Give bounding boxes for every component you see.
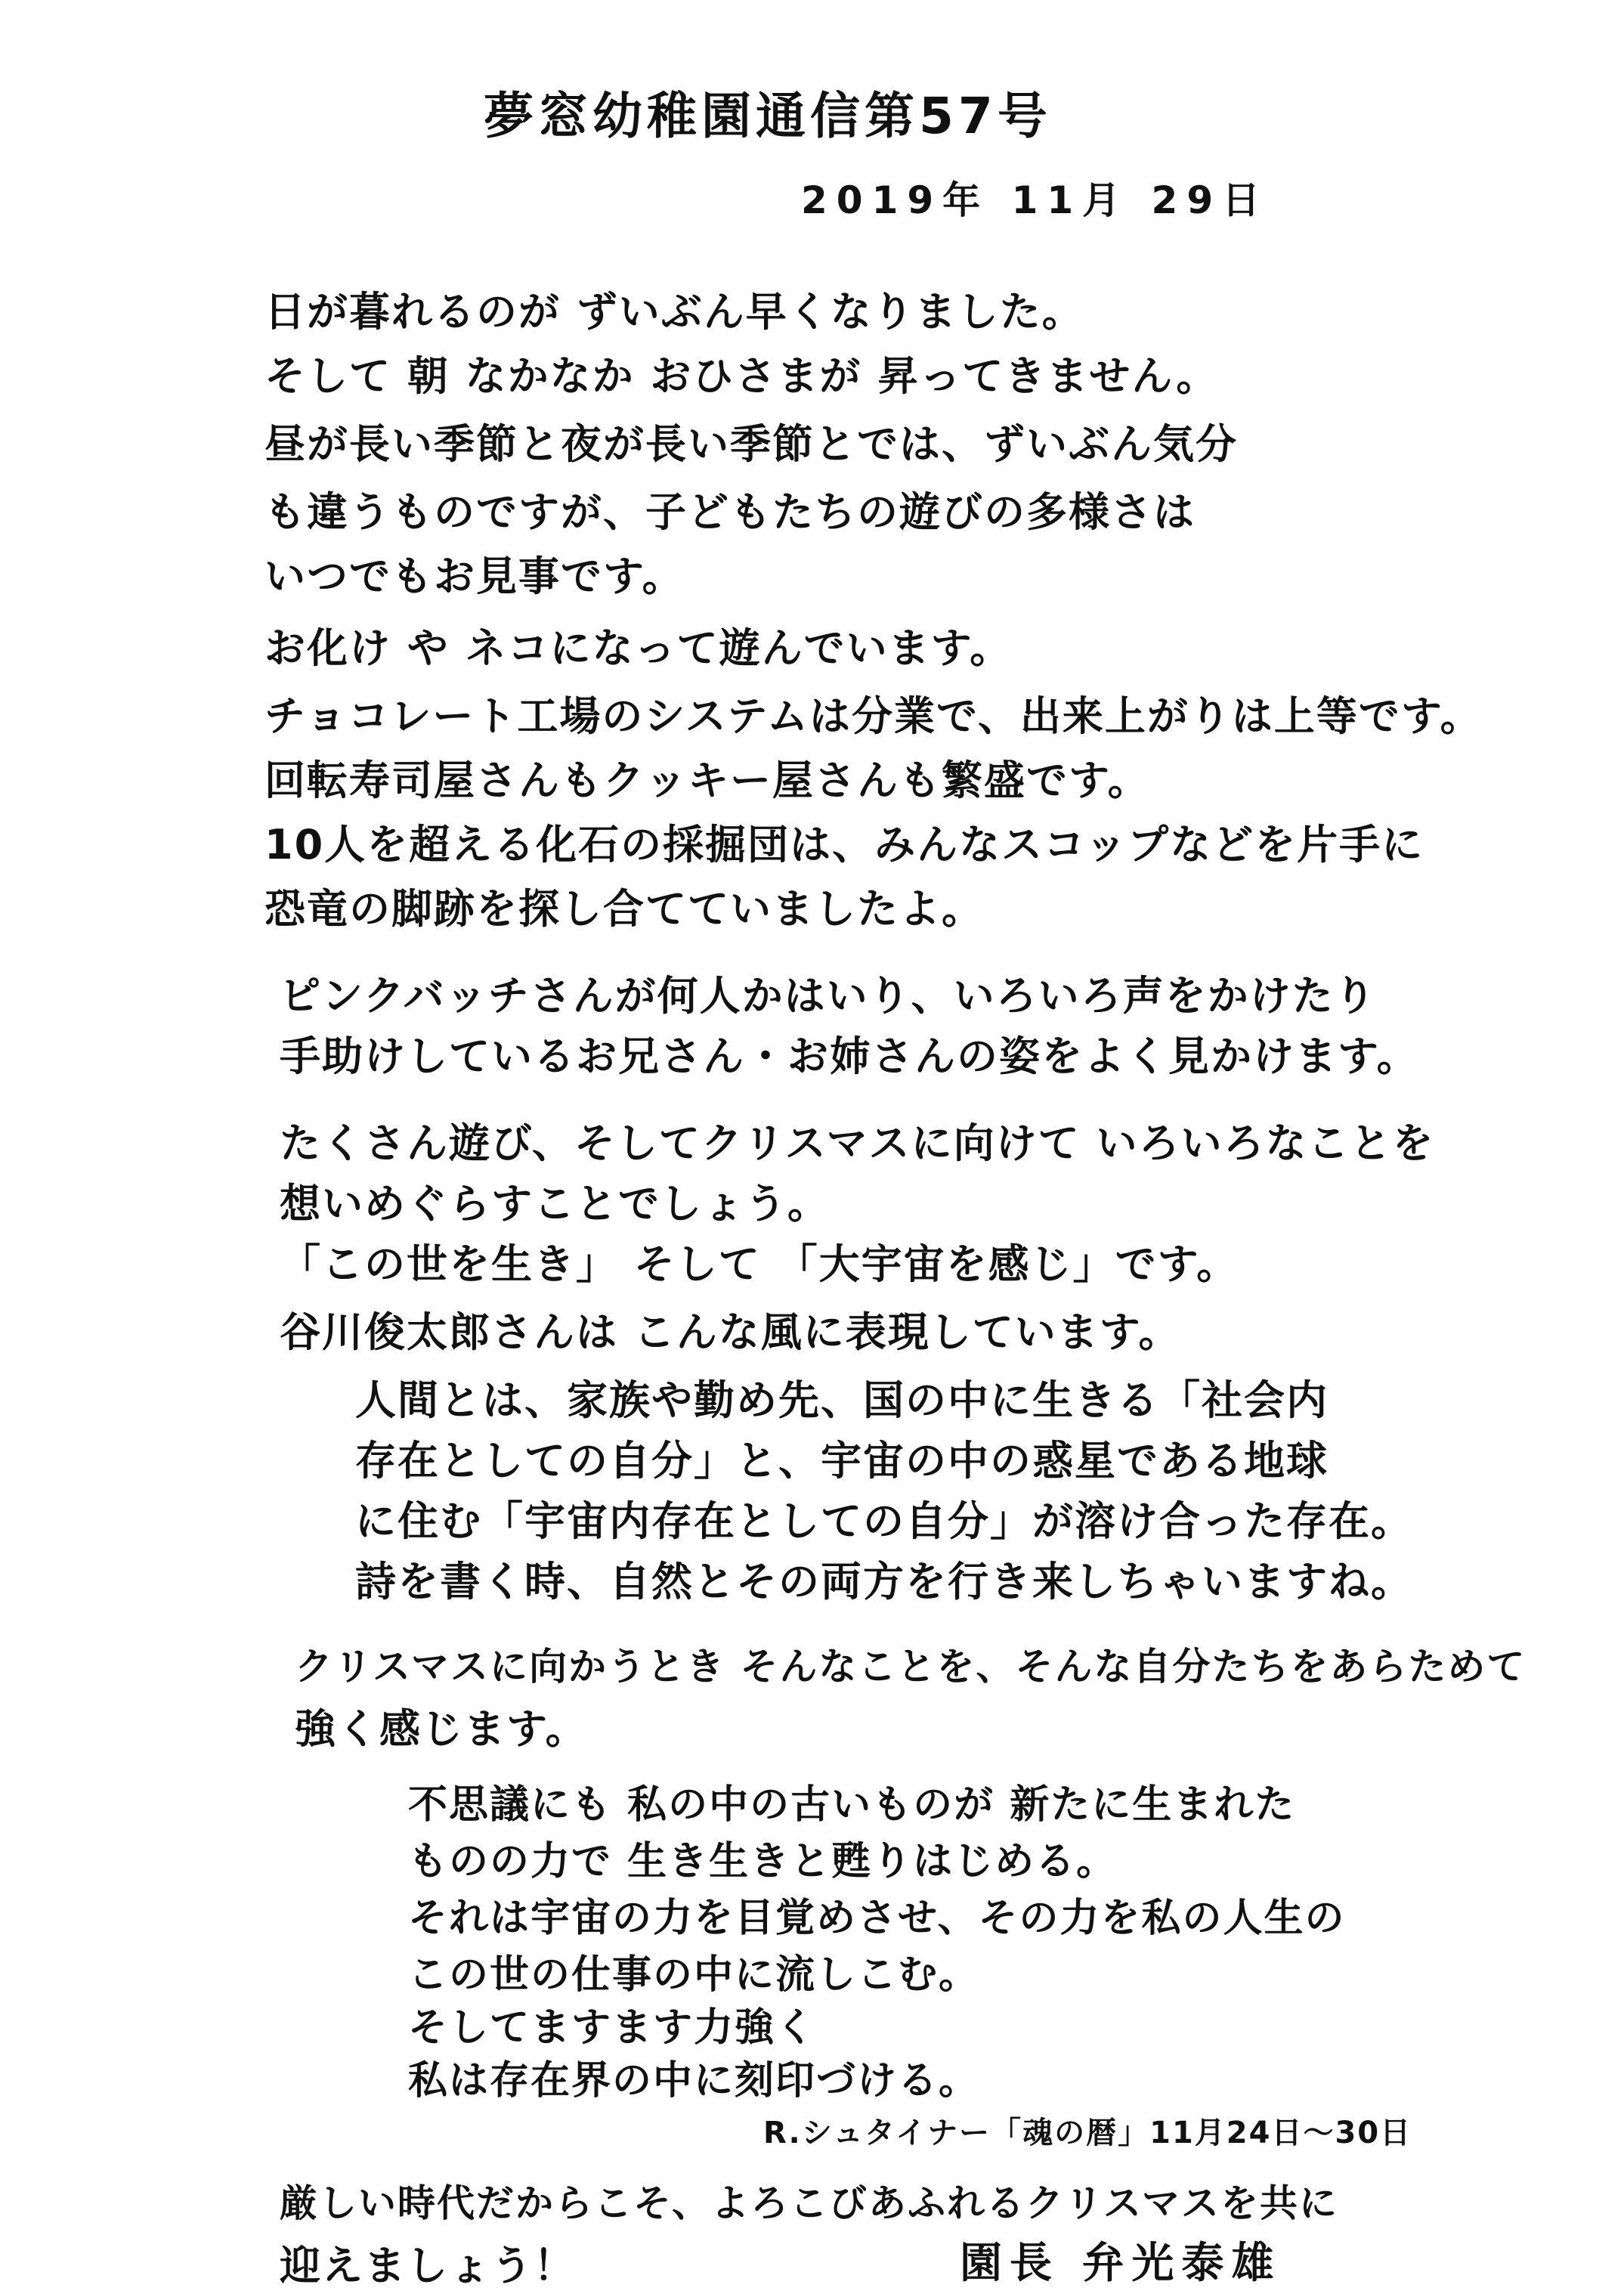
text-line: たくさん遊び、そしてクリスマスに向けて いろいろなことを <box>280 1119 1435 1167</box>
text-line: チョコレート工場のシステムは分業で、出来上がりは上等です。 <box>264 692 1483 740</box>
text-line: ピンクバッチさんが何人かはいり、いろいろ声をかけたり <box>280 972 1377 1020</box>
quote-line: ものの力で 生き生きと甦りはじめる。 <box>408 1839 1118 1884</box>
newsletter-title: 夢窓幼稚園通信第57号 <box>484 87 1052 145</box>
quote-line: 私は存在界の中に刻印づける。 <box>408 2058 980 2104</box>
text-line: 昼が長い季節と夜が長い季節とでは、ずいぶん気分 <box>264 420 1238 468</box>
text-line: 手助けしているお兄さん・お姉さんの姿をよく見かけます。 <box>280 1032 1419 1080</box>
text-line: も違うものですが、子どもたちの遊びの多様さは <box>264 488 1196 536</box>
text-line: クリスマスに向かうとき そんなことを、そんな自分たちをあらためて <box>295 1645 1527 1689</box>
text-line: 厳しい時代だからこそ、よろこびあふれるクリスマスを共に <box>280 2181 1338 2225</box>
text-line: 回転寿司屋さんもクッキー屋さんも繁盛です。 <box>264 757 1150 804</box>
quote-line: それは宇宙の力を目覚めさせ、その力を私の人生の <box>408 1896 1346 1941</box>
principal-signature: 園長 弁光泰雄 <box>960 2239 1282 2288</box>
text-line: そして 朝 なかなか おひさまが 昇ってきません。 <box>264 352 1219 400</box>
quote-line: に住む「宇宙内存在としての自分」が溶け合った存在。 <box>355 1497 1413 1545</box>
quote-line: 不思議にも 私の中の古いものが 新たに生まれた <box>408 1782 1296 1828</box>
text-line: 恐竜の脚跡を探し合てていましたよ。 <box>264 885 984 933</box>
text-line: 強く感じます。 <box>295 1705 588 1753</box>
text-line: 日が暮れるのが ずいぶん早くなりました。 <box>264 288 1084 336</box>
text-line: いつでもお見事です。 <box>264 553 685 600</box>
quote-line: 人間とは、家族や勤め先、国の中に生きる「社会内 <box>355 1376 1329 1424</box>
issue-date: 2019年 11月 29日 <box>801 178 1270 222</box>
quote-line: そしてますます力強く <box>408 2005 817 2051</box>
quote-line: この世の仕事の中に流しこむ。 <box>408 1952 980 1998</box>
quote-line: 存在としての自分」と、宇宙の中の惑星である地球 <box>355 1437 1329 1484</box>
text-line: 想いめぐらすことでしょう。 <box>280 1180 830 1227</box>
text-line: 谷川俊太郎さんは こんな風に表現しています。 <box>280 1308 1181 1356</box>
quote-line: 詩を書く時、自然とその両方を行き来しちゃいますね。 <box>355 1558 1413 1605</box>
quote-source: R.シュタイナー「魂の暦」11月24日〜30日 <box>763 2116 1412 2150</box>
text-line: 10人を超える化石の採掘団は、みんなスコップなどを片手に <box>264 821 1424 868</box>
text-line: 「この世を生き」 そして 「大宇宙を感じ」です。 <box>280 1240 1239 1288</box>
text-line: お化け や ネコになって遊んでいます。 <box>264 624 1013 672</box>
text-line: 迎えましょう！ <box>280 2242 576 2289</box>
